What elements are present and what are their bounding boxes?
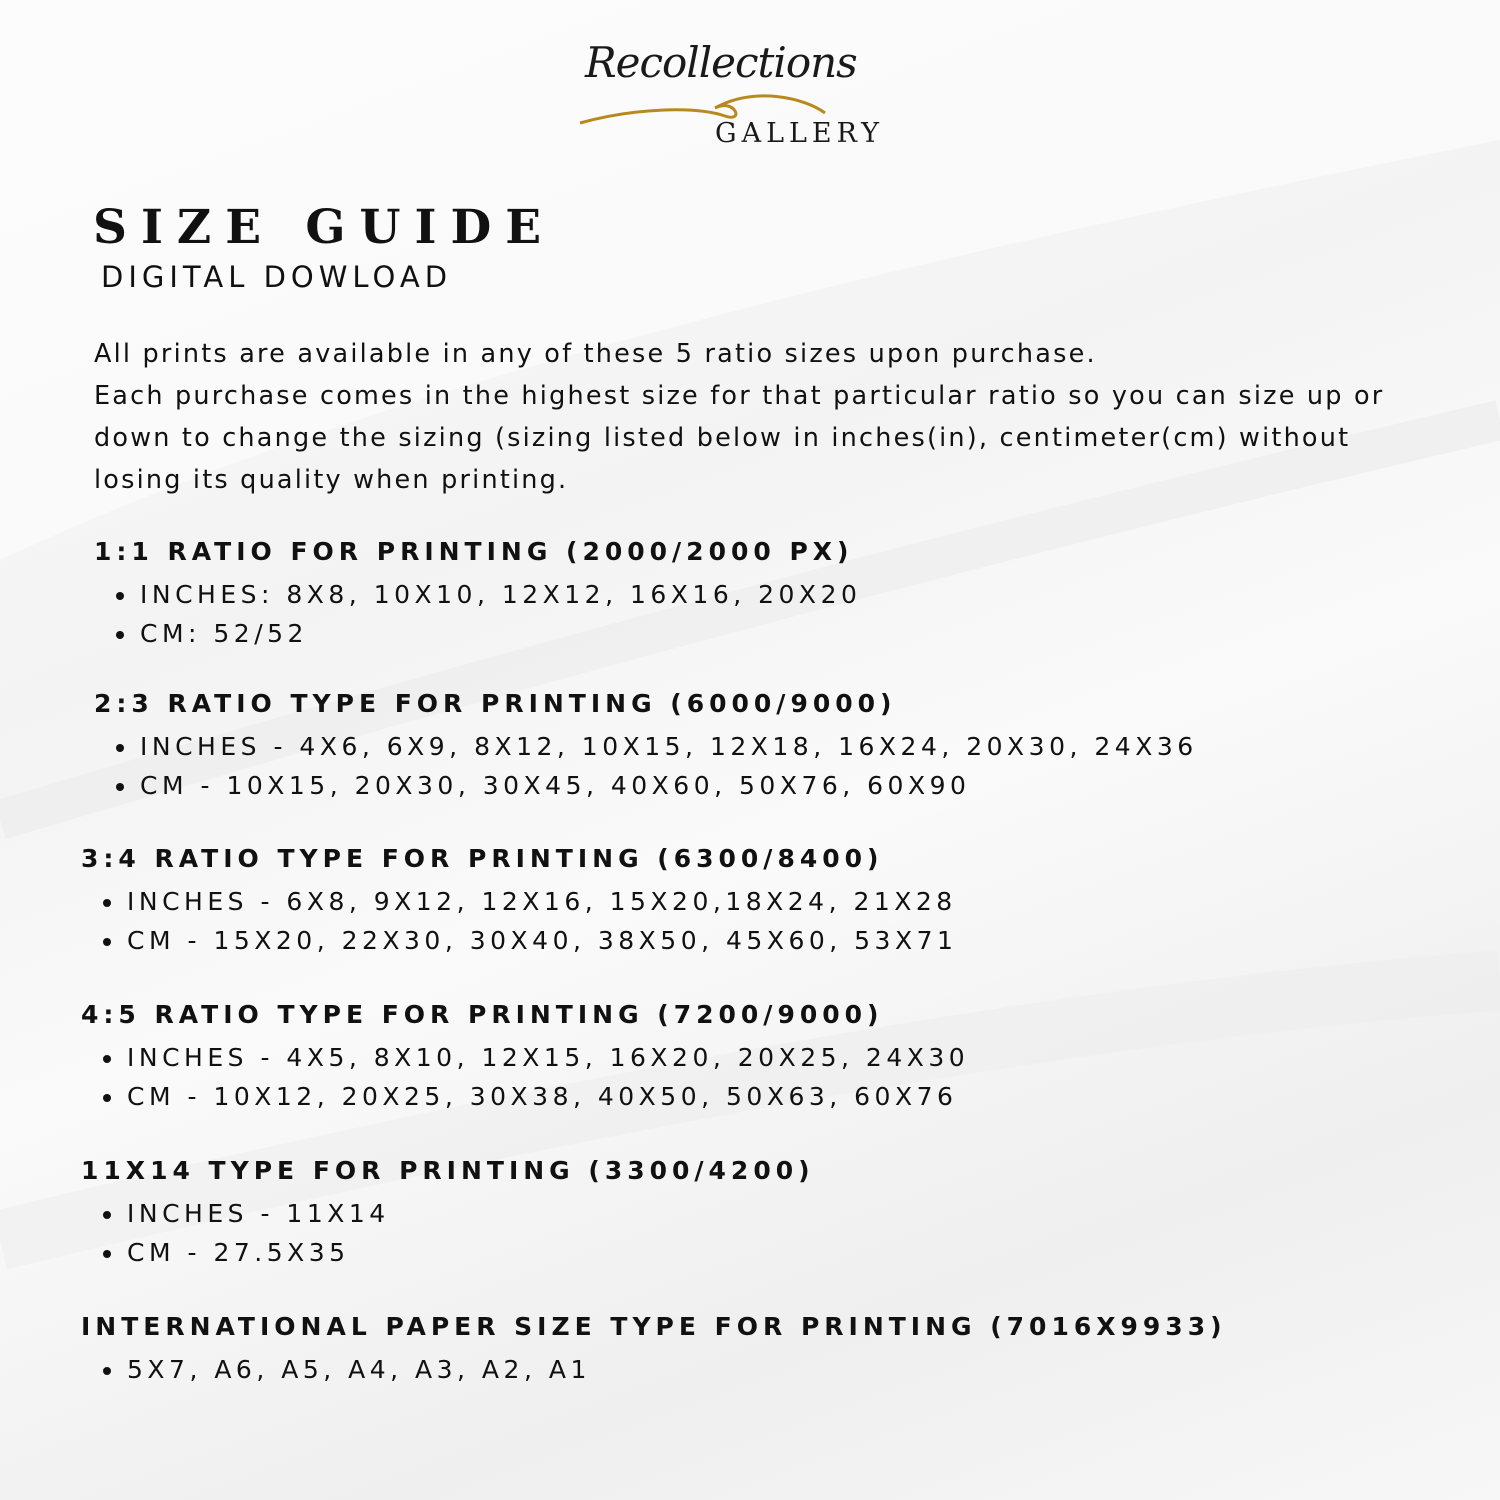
list-item-text: INCHES - 11X14	[127, 1199, 390, 1228]
section-ratio-1-1	[94, 535, 861, 653]
bullet-icon	[103, 1367, 111, 1375]
page-subtitle: DIGITAL DOWLOAD	[101, 260, 453, 294]
list-item-text: CM - 15X20, 22X30, 30X40, 38X50, 45X60, 53X71	[127, 926, 958, 955]
size-list	[81, 882, 957, 960]
list-item	[103, 1233, 815, 1272]
list-item-text: 5X7, A6, A5, A4, A3, A2, A1	[127, 1355, 591, 1384]
list-item-text: CM - 27.5X35	[127, 1238, 350, 1267]
bullet-icon	[103, 1250, 111, 1258]
list-item-text: CM - 10X15, 20X30, 30X45, 40X60, 50X76, 60X90	[140, 771, 971, 800]
size-list	[81, 1194, 815, 1272]
size-list	[81, 1038, 969, 1116]
section-ratio-4-5	[81, 998, 969, 1116]
list-item	[103, 1350, 1227, 1389]
section-international-paper	[81, 1310, 1227, 1389]
logo-gallery-text: GALLERY	[715, 118, 884, 149]
size-list	[94, 727, 1198, 805]
intro-line: down to change the sizing (sizing listed below in inches(in), centimeter(cm) without	[94, 423, 1351, 453]
intro-paragraph	[94, 333, 1474, 501]
bullet-icon	[103, 1211, 111, 1219]
list-item	[103, 1077, 969, 1116]
section-heading: 4:5 RATIO TYPE FOR PRINTING (7200/9000)	[81, 1000, 884, 1029]
list-item	[116, 727, 1198, 766]
list-item-text: CM - 10X12, 20X25, 30X38, 40X50, 50X63, 60X76	[127, 1082, 958, 1111]
list-item-text: CM: 52/52	[140, 619, 308, 648]
intro-line: All prints are available in any of these 5 ratio sizes upon purchase.	[94, 339, 1097, 369]
list-item	[116, 575, 861, 614]
list-item	[103, 1194, 815, 1233]
bullet-icon	[103, 1055, 111, 1063]
logo-script-text: Recollections	[585, 38, 857, 87]
bullet-icon	[103, 938, 111, 946]
section-ratio-3-4	[81, 842, 957, 960]
list-item	[103, 921, 957, 960]
section-11x14	[81, 1154, 815, 1272]
size-list	[94, 575, 861, 653]
list-item	[103, 882, 957, 921]
bullet-icon	[103, 899, 111, 907]
bullet-icon	[116, 744, 124, 752]
bullet-icon	[116, 783, 124, 791]
section-heading: 3:4 RATIO TYPE FOR PRINTING (6300/8400)	[81, 844, 884, 873]
section-heading: 1:1 RATIO FOR PRINTING (2000/2000 PX)	[94, 537, 854, 566]
brand-logo	[575, 38, 905, 158]
list-item	[103, 1038, 969, 1077]
section-heading: 11X14 TYPE FOR PRINTING (3300/4200)	[81, 1156, 815, 1185]
list-item	[116, 614, 861, 653]
list-item-text: INCHES - 4X6, 6X9, 8X12, 10X15, 12X18, 16X24, 20X30, 24X36	[140, 732, 1198, 761]
section-heading: 2:3 RATIO TYPE FOR PRINTING (6000/9000)	[94, 689, 897, 718]
page-title: SIZE GUIDE	[93, 200, 556, 255]
list-item-text: INCHES - 6X8, 9X12, 12X16, 15X20,18X24, 21X28	[127, 887, 957, 916]
list-item-text: INCHES - 4X5, 8X10, 12X15, 16X20, 20X25, 24X30	[127, 1043, 970, 1072]
section-ratio-2-3	[94, 687, 1198, 805]
list-item	[116, 766, 1198, 805]
list-item-text: INCHES: 8X8, 10X10, 12X12, 16X16, 20X20	[140, 580, 862, 609]
size-list	[81, 1350, 1227, 1389]
bullet-icon	[116, 631, 124, 639]
bullet-icon	[103, 1094, 111, 1102]
bullet-icon	[116, 592, 124, 600]
intro-line: losing its quality when printing.	[94, 465, 569, 495]
intro-line: Each purchase comes in the highest size for that particular ratio so you can size up or	[94, 381, 1385, 411]
section-heading: INTERNATIONAL PAPER SIZE TYPE FOR PRINTING (7016X9933)	[81, 1312, 1227, 1341]
